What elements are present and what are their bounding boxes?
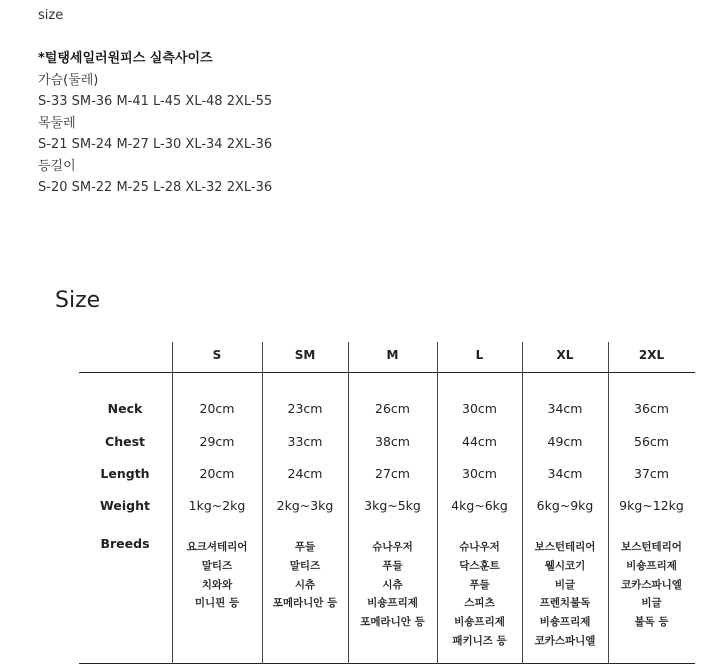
breed-item: 비글: [641, 597, 662, 610]
intro-line: 가슴(둘레): [38, 72, 99, 88]
column-header-s: S: [212, 348, 222, 362]
row-label-breeds: Breeds: [100, 536, 150, 551]
table-cell: 4kg~6kg: [451, 498, 508, 513]
column-header-m: M: [386, 348, 399, 362]
table-cell: 27cm: [375, 466, 410, 481]
breed-list: [262, 538, 348, 613]
breed-item: 비숑프리제: [454, 616, 505, 629]
breed-item: 슈나우저: [459, 541, 500, 553]
breed-item: 미니핀 등: [194, 597, 240, 610]
table-cell: 29cm: [199, 434, 235, 449]
row-label-length: Length: [100, 466, 150, 481]
breed-item: 슈나우저: [372, 541, 413, 553]
table-cell: 20cm: [199, 466, 235, 481]
breed-item: 요크셔테리어: [186, 541, 248, 553]
table-cell: 33cm: [287, 434, 323, 449]
table-cell: 38cm: [375, 434, 410, 449]
breed-list: [172, 538, 262, 613]
breed-item: 시츄: [382, 578, 403, 591]
table-cell: 1kg~2kg: [188, 498, 246, 513]
table-cell: 44cm: [462, 434, 497, 449]
intro-line: S-20 SM-22 M-25 L-28 XL-32 2XL-36: [38, 180, 273, 195]
breed-item: 보스턴테리어: [534, 541, 596, 553]
intro-line: 등길이: [38, 158, 76, 174]
breed-item: 보스턴테리어: [621, 541, 682, 553]
table-cell: 37cm: [634, 466, 669, 481]
table-cell: 36cm: [634, 401, 669, 416]
intro-line: S-21 SM-24 M-27 L-30 XL-34 2XL-36: [38, 137, 273, 152]
table-cell: 24cm: [287, 466, 323, 481]
intro-title: *털탱세일러원피스 실측사이즈: [38, 51, 213, 66]
breed-item: 시츄: [294, 578, 316, 591]
breed-item: 포메라니안 등: [360, 616, 425, 629]
column-header-sm: SM: [294, 348, 316, 362]
breed-item: 불독 등: [634, 616, 669, 629]
row-label-chest: Chest: [105, 434, 145, 449]
breed-item: 말티즈: [289, 559, 321, 572]
table-cell: 26cm: [375, 401, 410, 416]
breed-item: 포메라니안 등: [272, 597, 338, 610]
intro-line: 목둘레: [38, 115, 76, 131]
table-cell: 6kg~9kg: [536, 498, 594, 513]
table-cell: 30cm: [462, 401, 497, 416]
size-table: [79, 342, 695, 664]
breed-item: 스피츠: [464, 597, 495, 610]
breed-list: [437, 538, 522, 651]
table-cell: 34cm: [547, 466, 583, 481]
breed-list: [348, 538, 437, 632]
breed-list: [608, 538, 695, 632]
breed-item: 웰시코기: [544, 559, 586, 572]
breed-item: 푸들: [294, 541, 316, 553]
size-chart-heading: Size: [55, 288, 101, 313]
column-header-l: L: [475, 348, 484, 362]
breed-item: 프렌치불독: [539, 597, 591, 610]
breed-item: 말티즈: [201, 559, 233, 572]
intro-label: size: [38, 8, 64, 23]
breed-item: 치와와: [201, 578, 233, 591]
breed-item: 패키니즈 등: [452, 634, 507, 647]
breed-item: 푸들: [382, 559, 403, 572]
breed-item: 비글: [554, 578, 576, 591]
breed-item: 비숑프리제: [539, 616, 591, 629]
row-label-neck: Neck: [107, 401, 143, 416]
table-cell: 9kg~12kg: [619, 498, 684, 513]
table-cell: 30cm: [462, 466, 497, 481]
intro-line: S-33 SM-36 M-41 L-45 XL-48 2XL-55: [38, 94, 273, 109]
breed-item: 비숑프리제: [626, 559, 677, 572]
breed-item: 비숑프리제: [367, 597, 418, 610]
table-cell: 3kg~5kg: [364, 498, 421, 513]
breed-list: [522, 538, 608, 651]
table-cell: 56cm: [634, 434, 669, 449]
breed-item: 푸들: [469, 578, 490, 591]
column-header-2xl: 2XL: [638, 348, 665, 362]
breed-item: 코카스파니엘: [534, 634, 596, 647]
table-cell: 2kg~3kg: [276, 498, 334, 513]
table-cell: 49cm: [547, 434, 583, 449]
table-cell: 34cm: [547, 401, 583, 416]
breed-item: 코카스파니엘: [621, 578, 682, 591]
table-cell: 23cm: [287, 401, 323, 416]
row-label-weight: Weight: [100, 498, 150, 513]
intro-section: [38, 5, 272, 199]
breed-item: 닥스훈트: [459, 559, 500, 572]
column-header-xl: XL: [556, 348, 574, 362]
table-cell: 20cm: [199, 401, 235, 416]
